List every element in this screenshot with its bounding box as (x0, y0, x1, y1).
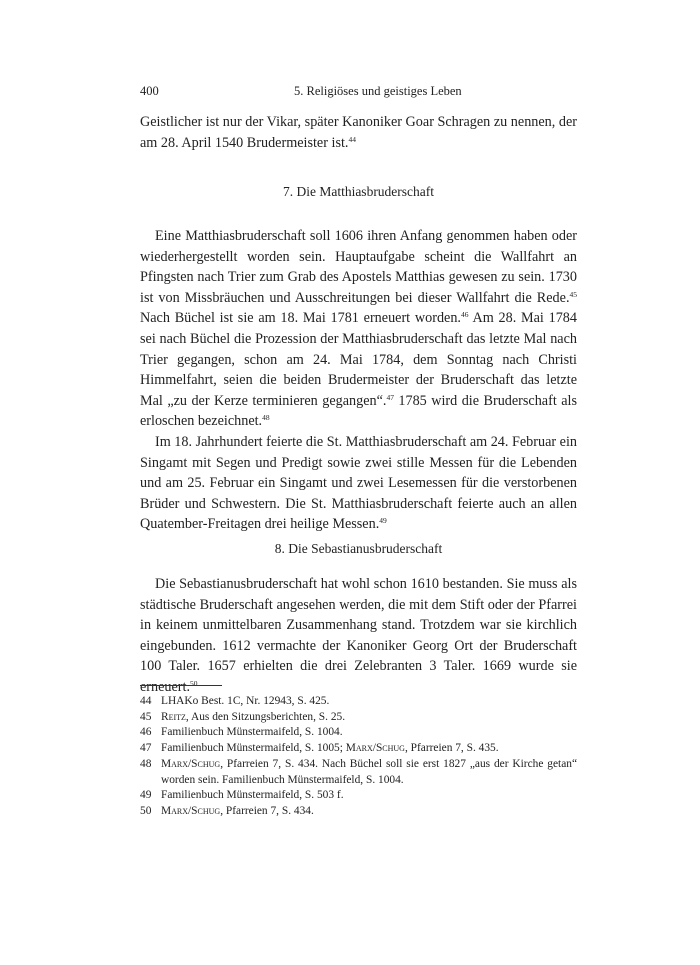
paragraph-text: Nach Büchel ist sie am 18. Mai 1781 erneuert worden. (140, 310, 461, 327)
paragraph-text: Die Sebastianusbruderschaft hat wohl schon 1610 bestanden. Sie muss als städtische Bruderschaft angesehen werden, die mit dem Stift oder der Pfarrei in keinem unmittelbaren Zusammenhang stand. Trotzdem war sie kirchlich eingebunden. 1612 vermachte der Kanoniker Georg Ort der Bruderschaft 100 Taler. 1657 erhielten die drei Zelebranten 3 Taler. 1669 wurde sie erneuert. (140, 576, 577, 695)
footnote-number: 45 (140, 710, 152, 723)
footnote-ref-49: 49 (379, 516, 387, 526)
section-heading-matthias: 7. Die Matthiasbruderschaft (282, 184, 435, 199)
footnote (140, 741, 577, 757)
footnote (140, 710, 577, 726)
footnote (140, 788, 577, 804)
footnote-ref-45: 45 (569, 289, 577, 299)
footnote-ref-44: 44 (348, 134, 356, 144)
footnote-number: 49 (140, 789, 152, 802)
running-head: 5. Religiöses und geistiges Leben (294, 84, 462, 98)
footnote (140, 804, 577, 820)
paragraph-matthias-2 (140, 432, 577, 535)
footnote-ref-48: 48 (262, 413, 270, 423)
intro-text: Geistlicher ist nur der Vikar, später Kanoniker Goar Schragen zu nennen, der am 28. April 1540 Brudermeister ist. (140, 114, 577, 151)
footnote-author: Marx/Schug (161, 757, 221, 770)
paragraph-text: 1785 wird die Bruderschaft als erloschen bezeichnet. (140, 392, 577, 430)
footnote-author: Marx/Schug (161, 804, 221, 817)
footnote-number: 44 (140, 695, 152, 707)
footnotes (140, 694, 577, 820)
footnote-number: 47 (140, 742, 152, 755)
paragraph-sebastianus-1 (140, 574, 577, 698)
footnote-text: LHAKo Best. 1C, Nr. 12943, S. 425. (161, 695, 330, 707)
section-matthias-body (140, 226, 577, 535)
paragraph-text: Eine Matthiasbruderschaft soll 1606 ihren Anfang genommen haben oder wiederhergestellt worden sein. Hauptaufgabe scheint die Wallfahrt an Pfingsten nach Trier zum Grab des Apostels Matthias gewesen zu sein. 1730 ist von Missbräuchen und Ausschreitungen bei dieser Wallfahrt die Rede. (140, 228, 577, 306)
footnote-text: , Pfarreien 7, S. 434. Nach Büchel soll sie erst 1827 „aus der Kirche getan“ worden sein. Familienbuch Münstermaifeld, S. 1004. (161, 757, 577, 786)
footnote-text: Familienbuch Münstermaifeld, S. 1005; (161, 742, 346, 755)
page-number: 400 (140, 84, 159, 98)
footnote-number: 46 (140, 726, 152, 739)
footnote (140, 757, 577, 788)
paragraph-text: Am 28. Mai 1784 sei nach Büchel die Prozession der Matthiasbruderschaft das letzte Mal nach Trier gegangen, schon am 24. Mai 1784, dem Sonntag nach Christi Himmelfahrt, seien die beiden Brudermeister der Bruderschaft das letzte Mal „zu der Kerze terminieren gegangen“. (140, 310, 577, 409)
footnote-author: Reitz (161, 710, 186, 723)
footnote-text: Familienbuch Münstermaifeld, S. 1004. (161, 726, 343, 739)
footnote-text: , Aus den Sitzungsberichten, S. 25. (185, 710, 346, 723)
footnote-text: , Pfarreien 7, S. 434. (220, 804, 314, 817)
footnote-author: Marx/Schug (345, 742, 405, 755)
paragraph-text: Im 18. Jahrhundert feierte die St. Matthiasbruderschaft am 24. Februar ein Singamt mit Segen und Predigt sowie zwei stille Messen für die Lebenden und am 25. Februar ein Singamt und zwei Lesemessen für die verstorbenen Brüder und Schwestern. Die St. Matthiasbruderschaft feierte auch an allen Quatember-Freitagen drei heilige Messen. (140, 433, 577, 533)
footnote-number: 48 (140, 757, 152, 770)
footnote-number: 50 (140, 804, 152, 817)
footnote-text: Familienbuch Münstermaifeld, S. 503 f. (161, 789, 344, 802)
footnote-ref-50: 50 (190, 678, 198, 688)
section-heading-sebastianus: 8. Die Sebastianusbruderschaft (274, 541, 443, 556)
footnote (140, 725, 577, 741)
page-header (140, 84, 577, 102)
section-sebastianus-body (140, 574, 577, 698)
paragraph-matthias-1 (140, 226, 577, 432)
footnote-ref-47: 47 (386, 392, 394, 402)
footnote-divider (140, 685, 222, 686)
intro-paragraph (140, 112, 577, 153)
footnote-text: , Pfarreien 7, S. 435. (404, 742, 499, 755)
footnote-ref-46: 46 (460, 310, 469, 320)
footnote (140, 694, 577, 710)
